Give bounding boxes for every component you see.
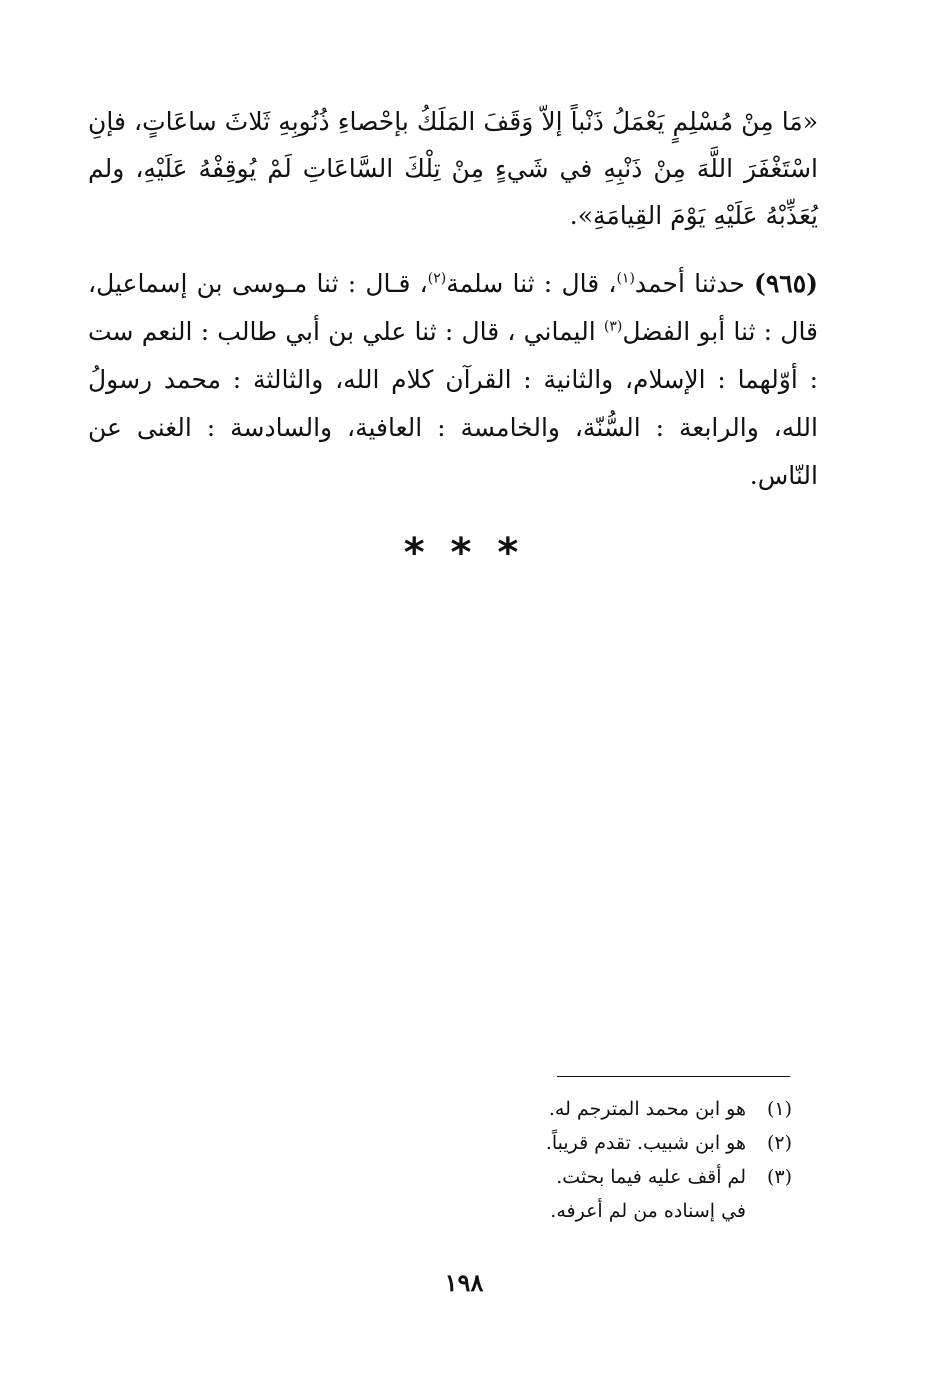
footnote-text: هو ابن شبيب. تقدم قريباً. <box>545 1132 746 1154</box>
hadith-quote <box>88 98 818 239</box>
footnote-divider <box>557 1076 790 1077</box>
footnotes <box>400 1092 792 1228</box>
hadith-text-part: اليماني ، قال : ثنا علي بن أبي طالب : النعم ست : أوّلهما : الإسلام، والثانية : القرآن كلام الله، والثالثة : محمد رسولُ الله، والرابعة : السُّنّة، والخامسة : العافية، والسادسة : الغنى عن النّاس. <box>88 317 818 490</box>
footnote-number: (٢) <box>766 1132 792 1154</box>
footnote-item <box>400 1092 792 1126</box>
hadith-entry <box>88 260 818 500</box>
section-separator: * * * <box>403 530 525 576</box>
footnote-reference: (١) <box>616 270 635 287</box>
footnote-text: هو ابن محمد المترجم له. <box>548 1098 746 1120</box>
footnote-reference: (٣) <box>603 318 623 335</box>
hadith-text-part: ، قال : ثنا سلمة <box>446 269 617 298</box>
hadith-text-part: ، قـال : ثنا مـوسى بن إسماعيل، قال : ثنا أبو الفضل <box>88 269 819 346</box>
footnote-text: لم أقف عليه فيما بحثت. <box>556 1166 746 1188</box>
footnote-reference: (٢) <box>427 270 447 287</box>
footnote-item <box>400 1160 792 1194</box>
hadith-quote-text: «مَا مِنْ مُسْلِمٍ يَعْمَلُ ذَنْباً إلاّ وَقَفَ المَلَكُ بإحْصاءِ ذُنُوبِهِ ثَلاثَ ساعَاتٍ، فإنِ اسْتَغْفَرَ اللَّهَ مِنْ ذَنْبِهِ في شَيءٍ مِنْ تِلْكَ السَّاعَاتِ لَمْ يُوقِفْهُ عَلَيْهِ، ولم يُعَذِّبْهُ عَلَيْهِ يَوْمَ القِيامَةِ». <box>88 107 818 230</box>
hadith-number: (٩٦٥) <box>754 269 818 298</box>
footnote-number: (٣) <box>766 1166 792 1188</box>
footnote-continuation: في إسناده من لم أعرفه. <box>550 1200 746 1222</box>
hadith-text-part: حدثنا أحمد <box>634 269 755 298</box>
footnote-number: (١) <box>766 1098 792 1120</box>
page-number: ١٩٨ <box>444 1268 484 1297</box>
footnote-item <box>400 1126 792 1160</box>
